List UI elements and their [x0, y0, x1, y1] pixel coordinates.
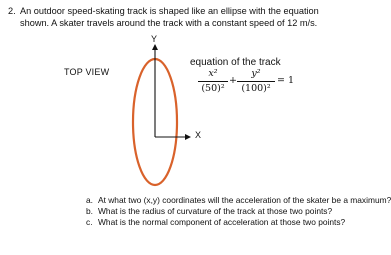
fraction-bar	[237, 81, 275, 82]
equals-sign: =	[277, 75, 285, 86]
question-a	[86, 195, 391, 206]
question-b	[86, 206, 391, 217]
plus-sign: +	[229, 75, 237, 86]
y-term-numerator: y²	[251, 68, 261, 79]
y-axis-label: Y	[151, 34, 158, 44]
question-text: What is the normal component of acceleration at those two points?	[98, 217, 346, 228]
x-axis-label: X	[195, 130, 202, 140]
question-letter: b.	[86, 206, 93, 217]
question-c	[86, 217, 391, 228]
problem-text: An outdoor speed-skating track is shaped like an ellipse with the equation shown. A skater travels around the track with a constant speed of 12 m/s.	[20, 6, 319, 28]
y-term-fraction	[237, 68, 275, 95]
question-letter: a.	[86, 195, 93, 205]
x-term-fraction	[198, 68, 228, 95]
question-text: At what two (x,y) coordinates will the acceleration of the skater be a maximum?	[98, 195, 391, 205]
question-text: What is the radius of curvature of the track at those two points?	[98, 206, 333, 217]
equation-title: equation of the track	[190, 57, 281, 68]
fraction-bar	[198, 81, 228, 82]
problem-number: 2.	[8, 6, 16, 16]
ellipse-equation	[198, 68, 308, 102]
y-term-denominator: (100)²	[241, 83, 271, 94]
question-letter: c.	[86, 217, 93, 228]
equation-rhs: 1	[288, 75, 295, 86]
top-view-label: TOP VIEW	[64, 67, 110, 77]
x-term-numerator: x²	[208, 68, 218, 79]
x-term-denominator: (50)²	[201, 83, 225, 94]
question-list	[86, 195, 391, 229]
